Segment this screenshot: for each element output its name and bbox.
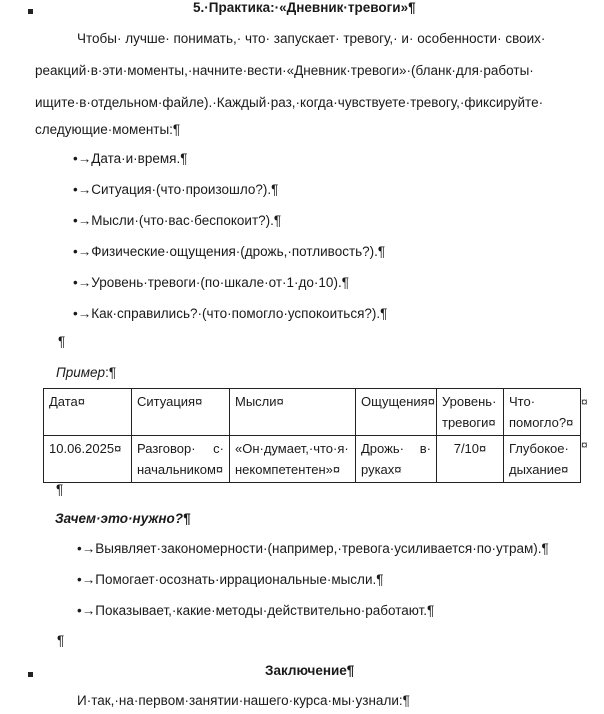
- table-row: [44, 436, 581, 483]
- table-cell: «Он·думает,·что·я· некомпетентен»¤: [230, 436, 356, 483]
- list-item: •→Показывает,·какие·методы·действительно·работают.¶: [77, 603, 435, 618]
- empty-paragraph: ¶: [58, 334, 66, 349]
- intro-line-1: Чтобы· лучше· понимать,· что· запускает· тревогу,· и· особенности· своих·: [77, 31, 546, 46]
- header-cell: Что· помогло?¤: [504, 389, 581, 436]
- bullet-icon: •→: [73, 275, 92, 290]
- list-item: •→Уровень·тревоги·(по·шкале·от·1·до·10).¶: [73, 275, 349, 290]
- bullet-icon: •→: [77, 603, 96, 618]
- anxiety-diary-table: [43, 388, 581, 483]
- table-cell: Глубокое· дыхание¤: [504, 436, 581, 483]
- bullet-icon: •→: [77, 572, 96, 587]
- intro-line-2: реакций·в·эти·моменты,·начните·вести·«Дневник·тревоги»·(бланк·для·работы·: [35, 63, 534, 78]
- section-title: 5.·Практика:·«Дневник·тревоги»¶: [193, 0, 416, 15]
- intro-line-3: ищите·в·отдельном·файле).·Каждый·раз,·когда·чувствуете·тревогу,·фиксируйте·: [35, 95, 544, 110]
- paragraph-mark-icon: [28, 9, 33, 14]
- example-label-text: Пример: [56, 365, 106, 380]
- intro-line-4: следующие·моменты:¶: [35, 122, 181, 137]
- row-end-mark: ¤: [581, 438, 588, 452]
- header-cell: Ситуация¤: [132, 389, 230, 436]
- conclusion-first-line: И·так,·на·первом·занятии·нашего·курса·мы·узнали:¶: [77, 693, 410, 708]
- header-cell: Мысли¤: [230, 389, 356, 436]
- list-item: •→Как·справились?·(что·помогло·успокоиться?).¶: [73, 306, 388, 321]
- table-header-row: [44, 389, 581, 436]
- paragraph-mark-icon: [28, 672, 33, 677]
- bullet-icon: •→: [73, 182, 92, 197]
- table-cell: 7/10¤: [437, 436, 504, 483]
- list-item: •→Физические·ощущения·(дрожь,·потливость?).¶: [73, 244, 386, 259]
- header-cell: Уровень· тревоги¤: [437, 389, 504, 436]
- bullet-icon: •→: [73, 213, 92, 228]
- bullet-icon: •→: [77, 541, 96, 556]
- empty-paragraph: ¶: [57, 633, 65, 648]
- list-item: •→Мысли·(что·вас·беспокоит?).¶: [73, 213, 282, 228]
- list-item: •→Помогает·осознать·иррациональные·мысли.¶: [77, 572, 384, 587]
- table-cell: Разговор· с· начальником¤: [132, 436, 230, 483]
- row-end-mark: ¤: [581, 395, 588, 409]
- example-colon: :¶: [105, 365, 117, 380]
- conclusion-title: Заключение¶: [265, 663, 355, 678]
- table-cell: Дрожь· в· руках¤: [356, 436, 437, 483]
- list-item: •→Дата·и·время.¶: [73, 151, 188, 166]
- list-item: •→Выявляет·закономерности·(например,·тревога·усиливается·по·утрам).¶: [77, 541, 549, 556]
- header-cell: Дата¤: [44, 389, 132, 436]
- bullet-icon: •→: [73, 244, 92, 259]
- table-cell: 10.06.2025¤: [44, 436, 132, 483]
- list-item: •→Ситуация·(что·произошло?).¶: [73, 182, 279, 197]
- bullet-icon: •→: [73, 306, 92, 321]
- empty-paragraph: ¶: [56, 482, 64, 497]
- bullet-icon: •→: [73, 151, 92, 166]
- example-label: [56, 364, 116, 382]
- header-cell: Ощущения¤: [356, 389, 437, 436]
- why-title: Зачем·это·нужно?¶: [55, 511, 191, 526]
